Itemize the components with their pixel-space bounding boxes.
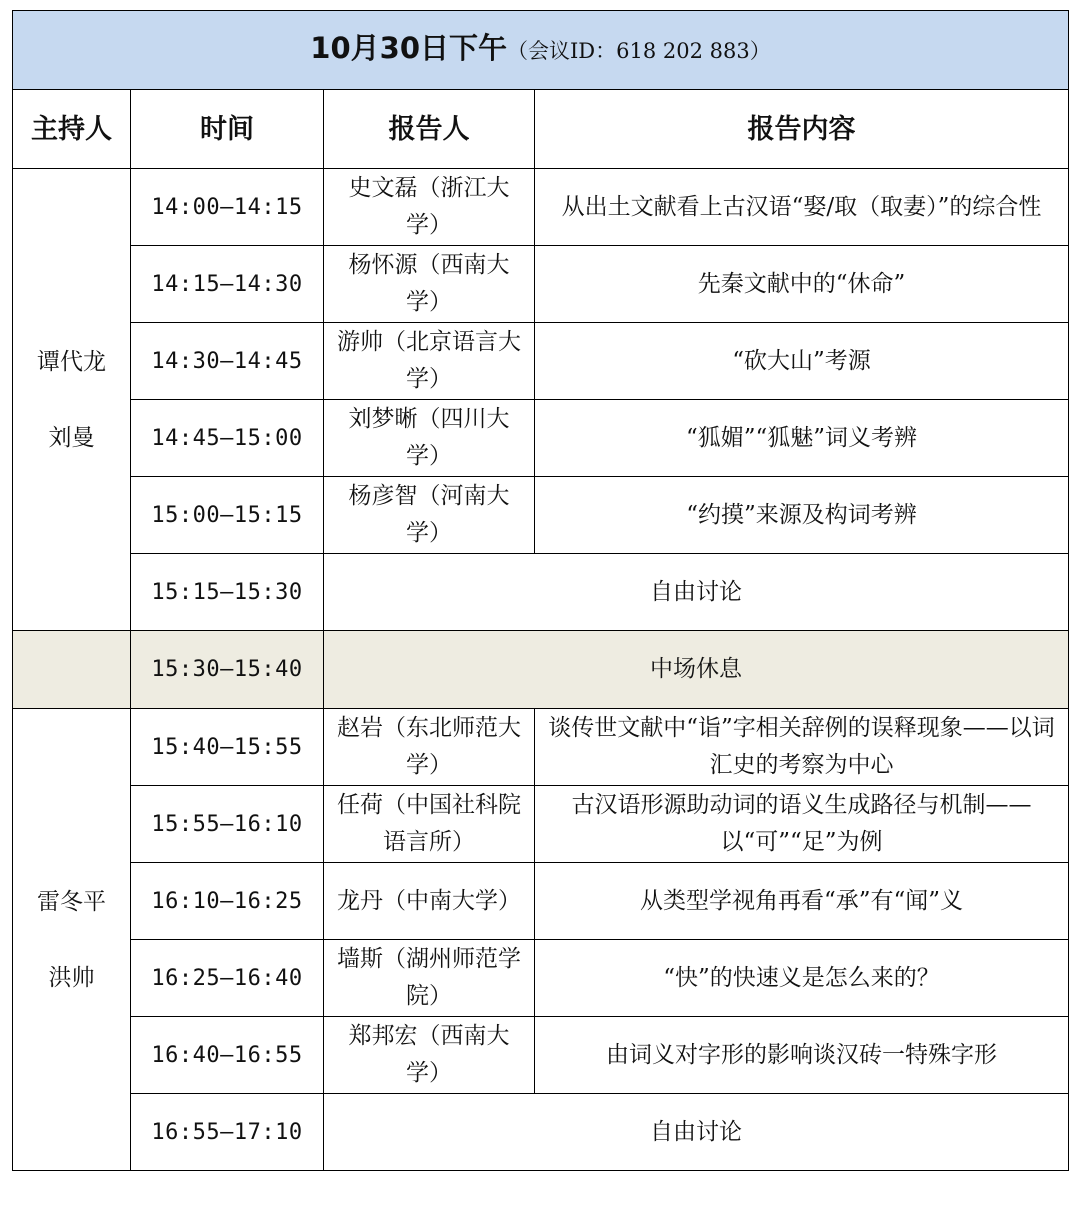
break-empty-cell (13, 631, 131, 709)
schedule-wrapper (12, 10, 1068, 1171)
table-row (13, 863, 1069, 940)
title-sub: （会议ID：618 202 883） (507, 39, 771, 63)
table-row (13, 786, 1069, 863)
time-cell: 15:15—15:30 (131, 554, 324, 631)
time-cell: 16:25—16:40 (131, 940, 324, 1017)
host-name: 谭代龙 (37, 348, 106, 375)
topic-cell: 由词义对字形的影响谈汉砖一特殊字形 (535, 1017, 1069, 1094)
reporter-cell: 郑邦宏（西南大学） (324, 1017, 535, 1094)
time-cell: 16:55—17:10 (131, 1094, 324, 1171)
host-name: 雷冬平 (37, 888, 106, 915)
reporter-cell: 赵岩（东北师范大学） (324, 709, 535, 786)
table-title (13, 11, 1069, 90)
topic-cell: “狐媚”“狐魅”词义考辨 (535, 400, 1069, 477)
host-name: 洪帅 (48, 964, 95, 991)
reporter-cell: 史文磊（浙江大学） (324, 169, 535, 246)
topic-cell: “约摸”来源及构词考辨 (535, 477, 1069, 554)
header-host: 主持人 (13, 90, 131, 169)
header-row (13, 90, 1069, 169)
table-row (13, 323, 1069, 400)
topic-cell: “快”的快速义是怎么来的？ (535, 940, 1069, 1017)
title-row (13, 11, 1069, 90)
table-row (13, 477, 1069, 554)
table-row (13, 709, 1069, 786)
topic-cell: 谈传世文献中“诣”字相关辞例的误释现象——以词汇史的考察为中心 (535, 709, 1069, 786)
topic-cell: 先秦文献中的“休命” (535, 246, 1069, 323)
discussion-row (13, 554, 1069, 631)
time-cell: 15:00—15:15 (131, 477, 324, 554)
reporter-cell: 杨怀源（西南大学） (324, 246, 535, 323)
break-label: 中场休息 (324, 631, 1069, 709)
table-row (13, 246, 1069, 323)
discussion-cell: 自由讨论 (324, 554, 1069, 631)
table-row (13, 940, 1069, 1017)
time-cell: 16:40—16:55 (131, 1017, 324, 1094)
reporter-cell: 任荷（中国社科院语言所） (324, 786, 535, 863)
table-row (13, 400, 1069, 477)
reporter-cell: 墙斯（湖州师范学院） (324, 940, 535, 1017)
topic-cell: 从出土文献看上古汉语“娶/取（取妻）”的综合性 (535, 169, 1069, 246)
time-cell: 14:15—14:30 (131, 246, 324, 323)
session1-hosts (13, 169, 131, 631)
reporter-cell: 刘梦晰（四川大学） (324, 400, 535, 477)
title-main: 10月30日下午 (310, 31, 507, 65)
time-cell: 16:10—16:25 (131, 863, 324, 940)
time-cell: 14:45—15:00 (131, 400, 324, 477)
header-time: 时间 (131, 90, 324, 169)
time-cell: 14:30—14:45 (131, 323, 324, 400)
reporter-cell: 杨彦智（河南大学） (324, 477, 535, 554)
reporter-cell: 游帅（北京语言大学） (324, 323, 535, 400)
topic-cell: 从类型学视角再看“承”有“闻”义 (535, 863, 1069, 940)
topic-cell: 古汉语形源助动词的语义生成路径与机制——以“可”“足”为例 (535, 786, 1069, 863)
table-row (13, 169, 1069, 246)
host-name: 刘曼 (48, 424, 95, 451)
topic-cell: “砍大山”考源 (535, 323, 1069, 400)
header-reporter: 报告人 (324, 90, 535, 169)
reporter-cell: 龙丹（中南大学） (324, 863, 535, 940)
session2-hosts (13, 709, 131, 1171)
header-topic: 报告内容 (535, 90, 1069, 169)
discussion-row (13, 1094, 1069, 1171)
table-row (13, 1017, 1069, 1094)
time-cell: 14:00—14:15 (131, 169, 324, 246)
break-time: 15:30—15:40 (131, 631, 324, 709)
discussion-cell: 自由讨论 (324, 1094, 1069, 1171)
time-cell: 15:55—16:10 (131, 786, 324, 863)
time-cell: 15:40—15:55 (131, 709, 324, 786)
break-row (13, 631, 1069, 709)
schedule-table (12, 10, 1069, 1171)
